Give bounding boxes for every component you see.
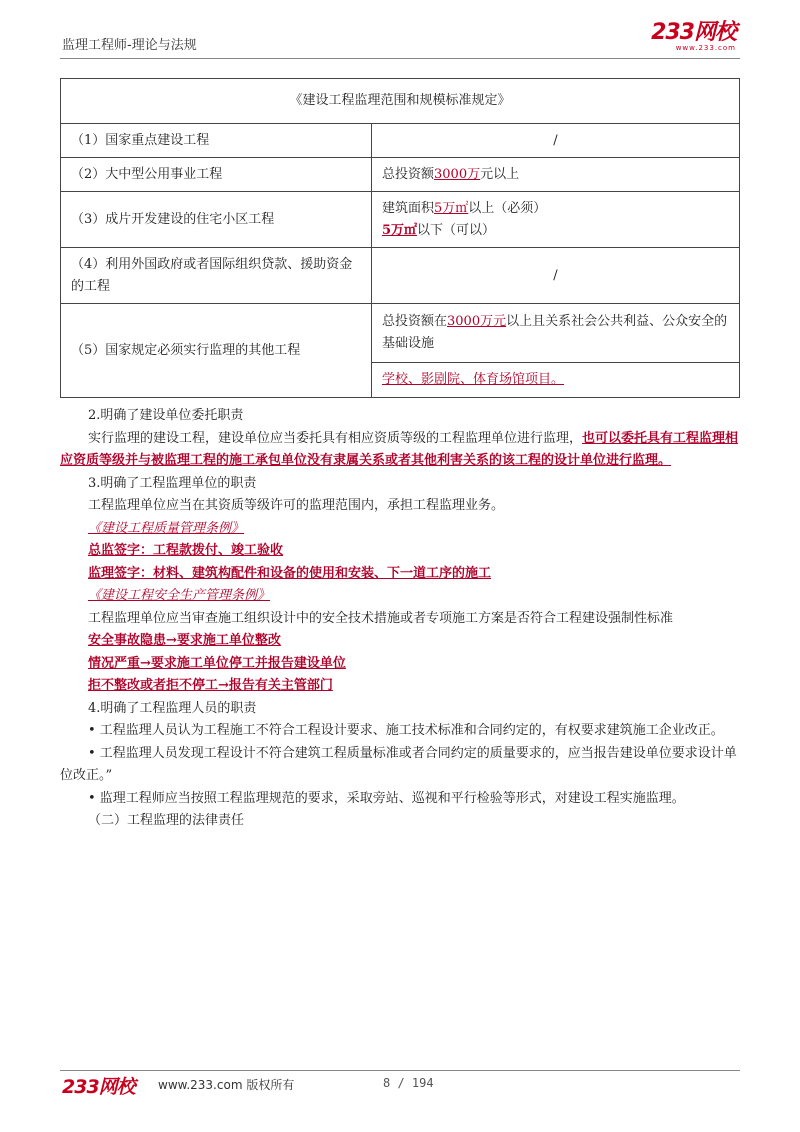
table-cell-criterion: / (372, 124, 740, 158)
page-number: 8 / 194 (383, 1076, 434, 1090)
brand-logo (651, 22, 736, 52)
table-row (61, 158, 740, 192)
table-row (61, 124, 740, 158)
document-header-title: 监理工程师-理论与法规 (62, 38, 197, 53)
document-body (60, 405, 740, 833)
footer-divider (60, 1070, 740, 1071)
table-cell-criterion (372, 192, 740, 248)
table-cell-criterion: / (372, 248, 740, 304)
highlight-line: 《建设工程质量管理条例》 (88, 520, 245, 536)
paragraph: 工程监理单位应当在其资质等级许可的监理范围内，承担工程监理业务。 (88, 498, 505, 513)
table-cell-criterion (372, 158, 740, 192)
section-heading: 3.明确了工程监理单位的职责 (88, 475, 257, 491)
table-cell-category: （1）国家重点建设工程 (61, 124, 372, 158)
table-cell-category: （2）大中型公用事业工程 (61, 158, 372, 192)
criterion-text: 总投资额在 (382, 314, 448, 329)
table-row (61, 248, 740, 304)
bullet-item: • 工程监理人员发现工程设计不符合建筑工程质量标准或者合同约定的质量要求的，应当报告建设单位要求设计单位改正。” (60, 745, 737, 783)
table-cell-criterion-extra (372, 363, 740, 398)
criterion-text: 以上（必须） (468, 200, 547, 216)
footer-copyright: www.233.com 版权所有 (158, 1078, 295, 1092)
section-heading: 4.明确了工程监理人员的职责 (88, 700, 257, 716)
criterion-text: 以上且关系社会公共利益、公众安全的基础设施 (382, 314, 728, 351)
logo-url: www.233.com (675, 44, 736, 52)
criterion-text: 元以上 (480, 166, 520, 182)
criterion-text: 总投资额 (382, 166, 435, 182)
table-cell-criterion (372, 304, 740, 363)
highlight-line: 情况严重→要求施工单位停工并报告建设单位 (88, 655, 346, 671)
criterion-text: 建筑面积 (382, 200, 435, 216)
footer-logo: 233网校 (62, 1076, 135, 1098)
table-title-row (61, 79, 740, 124)
table-row (61, 304, 740, 363)
table-cell-category: （3）成片开发建设的住宅小区工程 (61, 192, 372, 248)
bullet-item: • 监理工程师应当按照工程监理规范的要求，采取旁站、巡视和平行检验等形式，对建设工程实施监理。 (88, 790, 685, 806)
highlight-line: 监理签字：材料、建筑构配件和设备的使用和安装、下一道工序的施工 (88, 565, 492, 581)
header-divider (60, 58, 740, 59)
table-cell-category: （5）国家规定必须实行监理的其他工程 (61, 304, 372, 398)
supervision-scope-table (60, 78, 740, 398)
table-title: 《建设工程监理范围和规模标准规定》 (61, 79, 740, 124)
highlight-line: 安全事故隐患→要求施工单位整改 (88, 633, 281, 648)
criterion-text: 以下（可以） (417, 222, 496, 238)
section-heading: （二）工程监理的法律责任 (88, 813, 245, 828)
bullet-item: • 工程监理人员认为工程施工不符合工程设计要求、施工技术标准和合同约定的，有权要求建筑施工企业改正。 (88, 723, 724, 738)
paragraph-text: 实行监理的建设工程，建设单位应当委托具有相应资质等级的工程监理单位进行监理， (88, 430, 583, 446)
criterion-highlight: 3000万元 (447, 314, 507, 329)
highlight-line: 拒不整改或者拒不停工→报告有关主管部门 (88, 678, 333, 693)
logo-text: 233网校 (651, 20, 736, 45)
table-cell-category: （4）利用外国政府或者国际组织贷款、援助资金的工程 (61, 248, 372, 304)
highlight-line: 总监签字：工程款拨付、竣工验收 (88, 543, 284, 558)
section-heading: 2.明确了建设单位委托职责 (88, 408, 244, 423)
criterion-highlight: 3000万 (434, 166, 481, 182)
paragraph: 工程监理单位应当审查施工组织设计中的安全技术措施或者专项施工方案是否符合工程建设强制性标准 (88, 610, 674, 626)
paragraph-highlight: 也可以委托具有工程监理相应资质等级并与被监理工程的施工承包单位没有隶属关系或者其他利害关系的该工程的设计单位进行监理。 (60, 430, 739, 468)
table-row (61, 192, 740, 248)
criterion-highlight: 5万㎡ (434, 200, 469, 216)
criterion-highlight: 学校、影剧院、体育场馆项目。 (382, 372, 565, 387)
criterion-highlight: 5万㎡ (382, 222, 418, 238)
highlight-line: 《建设工程安全生产管理条例》 (88, 588, 271, 603)
paragraph (60, 428, 740, 473)
